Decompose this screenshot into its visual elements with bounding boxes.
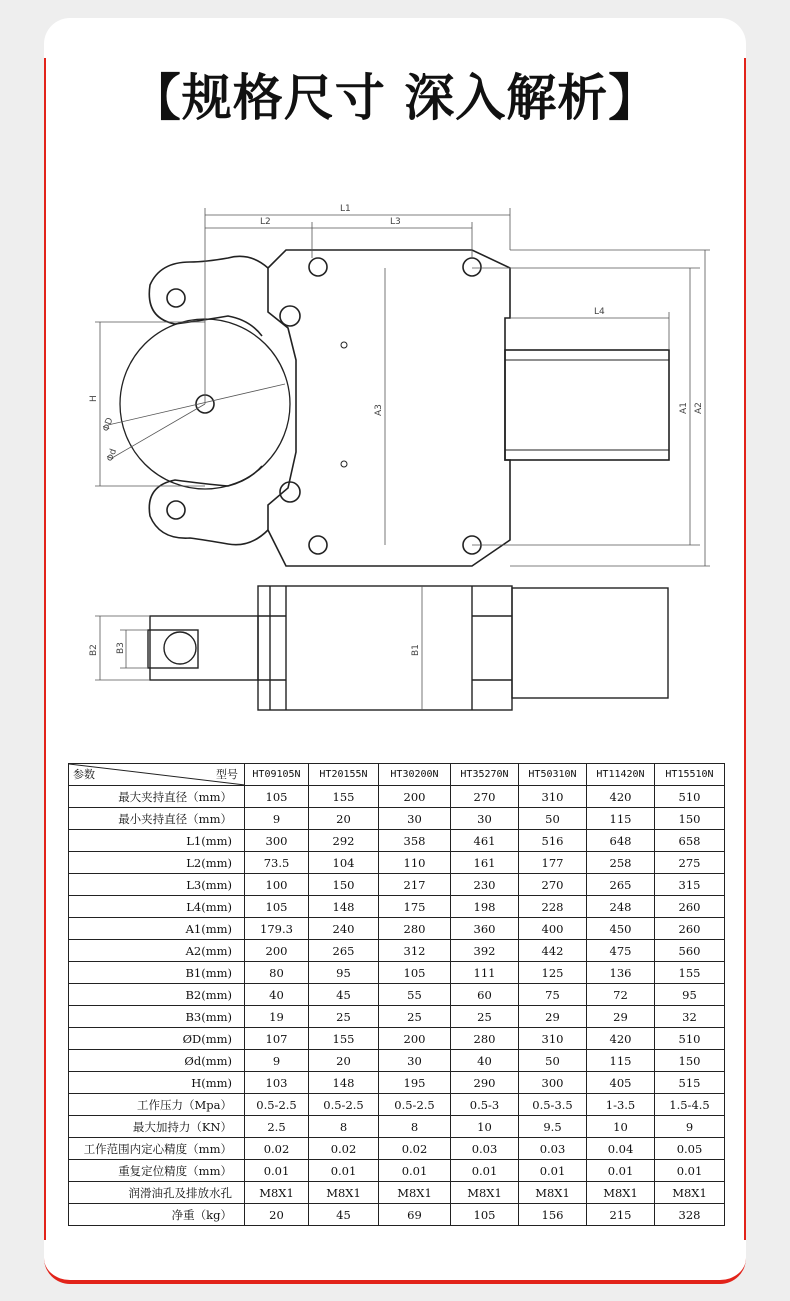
row-label: 润滑油孔及排放水孔 — [69, 1182, 245, 1204]
table-cell: 510 — [655, 786, 725, 808]
table-cell: 179.3 — [245, 918, 309, 940]
table-cell: M8X1 — [245, 1182, 309, 1204]
table-cell: 442 — [519, 940, 587, 962]
table-cell: 560 — [655, 940, 725, 962]
table-cell: 0.01 — [519, 1160, 587, 1182]
table-cell: 200 — [379, 1028, 451, 1050]
table-cell: 95 — [655, 984, 725, 1006]
dim-l2: L2 — [260, 217, 271, 227]
table-cell: 0.02 — [379, 1138, 451, 1160]
table-cell: 1.5-4.5 — [655, 1094, 725, 1116]
table-cell: 0.01 — [309, 1160, 379, 1182]
table-cell: 0.5-3.5 — [519, 1094, 587, 1116]
dim-b2: B2 — [89, 644, 99, 656]
table-cell: 475 — [587, 940, 655, 962]
table-header-row — [69, 764, 725, 786]
table-cell: 75 — [519, 984, 587, 1006]
cylinder-outline — [505, 350, 669, 460]
table-cell: 29 — [519, 1006, 587, 1028]
bolt-hole — [309, 536, 327, 554]
table-cell: 275 — [655, 852, 725, 874]
table-cell: 60 — [451, 984, 519, 1006]
table-cell: 450 — [587, 918, 655, 940]
table-corner-cell — [69, 764, 245, 786]
table-cell: 45 — [309, 984, 379, 1006]
table-cell: 125 — [519, 962, 587, 984]
model-header: HT09105N — [245, 764, 309, 786]
table-row — [69, 1182, 725, 1204]
table-cell: 32 — [655, 1006, 725, 1028]
table-cell: 292 — [309, 830, 379, 852]
table-cell: 110 — [379, 852, 451, 874]
table-cell: 240 — [309, 918, 379, 940]
side-body — [258, 586, 512, 710]
table-cell: 148 — [309, 1072, 379, 1094]
table-cell: 100 — [245, 874, 309, 896]
row-label: L2(mm) — [69, 852, 245, 874]
table-cell: 45 — [309, 1204, 379, 1226]
dim-h: H — [89, 395, 99, 402]
table-cell: 40 — [245, 984, 309, 1006]
table-cell: 20 — [245, 1204, 309, 1226]
table-row — [69, 1116, 725, 1138]
table-cell: 150 — [655, 1050, 725, 1072]
table-row — [69, 918, 725, 940]
table-row — [69, 852, 725, 874]
table-cell: 0.5-3 — [451, 1094, 519, 1116]
table-cell: 50 — [519, 808, 587, 830]
table-cell: 115 — [587, 1050, 655, 1072]
table-cell: M8X1 — [309, 1182, 379, 1204]
table-cell: 280 — [451, 1028, 519, 1050]
table-cell: 270 — [451, 786, 519, 808]
table-cell: 515 — [655, 1072, 725, 1094]
table-cell: 0.01 — [245, 1160, 309, 1182]
table-cell: 73.5 — [245, 852, 309, 874]
table-cell: M8X1 — [587, 1182, 655, 1204]
table-cell: M8X1 — [655, 1182, 725, 1204]
table-cell: 270 — [519, 874, 587, 896]
table-row — [69, 1006, 725, 1028]
table-row — [69, 940, 725, 962]
table-cell: 107 — [245, 1028, 309, 1050]
table-cell: 230 — [451, 874, 519, 896]
table-cell: 0.5-2.5 — [379, 1094, 451, 1116]
row-label: L1(mm) — [69, 830, 245, 852]
table-cell: 50 — [519, 1050, 587, 1072]
table-cell: 2.5 — [245, 1116, 309, 1138]
table-cell: M8X1 — [379, 1182, 451, 1204]
table-row — [69, 962, 725, 984]
table-cell: 265 — [309, 940, 379, 962]
table-cell: 103 — [245, 1072, 309, 1094]
dim-l3: L3 — [390, 217, 401, 227]
dim-od: ΦD — [101, 416, 116, 434]
row-label: B2(mm) — [69, 984, 245, 1006]
table-cell: 40 — [451, 1050, 519, 1072]
row-label: B1(mm) — [69, 962, 245, 984]
table-cell: 265 — [587, 874, 655, 896]
table-row — [69, 808, 725, 830]
row-label: 重复定位精度（mm） — [69, 1160, 245, 1182]
body-outline — [268, 250, 510, 566]
table-cell: 228 — [519, 896, 587, 918]
row-label: B3(mm) — [69, 1006, 245, 1028]
table-cell: 300 — [519, 1072, 587, 1094]
spec-table — [68, 763, 725, 1226]
table-cell: 155 — [309, 786, 379, 808]
table-cell: 1-3.5 — [587, 1094, 655, 1116]
table-cell: 400 — [519, 918, 587, 940]
dim-b3: B3 — [116, 642, 126, 654]
row-label: 最小夹持直径（mm） — [69, 808, 245, 830]
table-row — [69, 1138, 725, 1160]
table-cell: 0.03 — [519, 1138, 587, 1160]
table-cell: 315 — [655, 874, 725, 896]
row-label: 最大夹持直径（mm） — [69, 786, 245, 808]
table-cell: M8X1 — [519, 1182, 587, 1204]
table-cell: 8 — [379, 1116, 451, 1138]
dim-a1: A1 — [679, 402, 689, 414]
table-cell: 200 — [245, 940, 309, 962]
table-cell: 104 — [309, 852, 379, 874]
table-cell: 0.04 — [587, 1138, 655, 1160]
table-cell: 0.5-2.5 — [245, 1094, 309, 1116]
table-cell: 148 — [309, 896, 379, 918]
table-cell: 10 — [451, 1116, 519, 1138]
row-label: 工作压力（Mpa） — [69, 1094, 245, 1116]
model-header: HT30200N — [379, 764, 451, 786]
table-cell: 29 — [587, 1006, 655, 1028]
table-cell: 648 — [587, 830, 655, 852]
table-cell: 55 — [379, 984, 451, 1006]
table-cell: 198 — [451, 896, 519, 918]
table-row — [69, 1160, 725, 1182]
table-cell: 260 — [655, 896, 725, 918]
table-cell: 105 — [245, 896, 309, 918]
table-cell: 150 — [655, 808, 725, 830]
table-cell: 25 — [379, 1006, 451, 1028]
table-row — [69, 1028, 725, 1050]
table-cell: 360 — [451, 918, 519, 940]
table-cell: M8X1 — [451, 1182, 519, 1204]
table-cell: 69 — [379, 1204, 451, 1226]
table-cell: 200 — [379, 786, 451, 808]
model-header: HT50310N — [519, 764, 587, 786]
table-cell: 105 — [451, 1204, 519, 1226]
bolt-hole — [280, 306, 300, 326]
table-cell: 0.02 — [245, 1138, 309, 1160]
table-cell: 290 — [451, 1072, 519, 1094]
table-row — [69, 786, 725, 808]
dim-a3: A3 — [374, 404, 384, 416]
table-cell: 30 — [451, 808, 519, 830]
table-cell: 358 — [379, 830, 451, 852]
table-cell: 115 — [587, 808, 655, 830]
table-cell: 25 — [451, 1006, 519, 1028]
table-cell: 461 — [451, 830, 519, 852]
side-cylinder — [512, 588, 668, 698]
table-cell: 10 — [587, 1116, 655, 1138]
table-cell: 0.01 — [379, 1160, 451, 1182]
table-cell: 155 — [309, 1028, 379, 1050]
table-cell: 0.03 — [451, 1138, 519, 1160]
model-header: HT35270N — [451, 764, 519, 786]
table-cell: 72 — [587, 984, 655, 1006]
table-cell: 392 — [451, 940, 519, 962]
model-header: HT11420N — [587, 764, 655, 786]
model-header: HT15510N — [655, 764, 725, 786]
table-row — [69, 984, 725, 1006]
side-jaw — [150, 616, 258, 680]
table-cell: 217 — [379, 874, 451, 896]
table-cell: 20 — [309, 808, 379, 830]
table-cell: 420 — [587, 1028, 655, 1050]
table-cell: 111 — [451, 962, 519, 984]
table-cell: 9 — [655, 1116, 725, 1138]
table-cell: 9.5 — [519, 1116, 587, 1138]
table-cell: 215 — [587, 1204, 655, 1226]
table-cell: 136 — [587, 962, 655, 984]
row-label: ØD(mm) — [69, 1028, 245, 1050]
table-cell: 9 — [245, 1050, 309, 1072]
table-cell: 95 — [309, 962, 379, 984]
table-row — [69, 830, 725, 852]
row-label: L3(mm) — [69, 874, 245, 896]
table-cell: 0.01 — [655, 1160, 725, 1182]
dim-b1: B1 — [411, 644, 421, 656]
page-title: 【规格尺寸 深入解析】 — [130, 69, 660, 127]
table-cell: 30 — [379, 1050, 451, 1072]
table-cell: 30 — [379, 808, 451, 830]
row-label: 工作范围内定心精度（mm） — [69, 1138, 245, 1160]
table-cell: 310 — [519, 1028, 587, 1050]
table-cell: 420 — [587, 786, 655, 808]
table-row — [69, 1072, 725, 1094]
table-cell: 312 — [379, 940, 451, 962]
table-cell: 156 — [519, 1204, 587, 1226]
table-cell: 0.01 — [587, 1160, 655, 1182]
table-cell: 0.5-2.5 — [309, 1094, 379, 1116]
table-cell: 20 — [309, 1050, 379, 1072]
table-cell: 25 — [309, 1006, 379, 1028]
table-cell: 258 — [587, 852, 655, 874]
table-cell: 19 — [245, 1006, 309, 1028]
dim-l1: L1 — [340, 204, 351, 214]
lower-jaw-outline — [149, 466, 268, 545]
table-row — [69, 1094, 725, 1116]
table-row — [69, 1050, 725, 1072]
table-cell: 150 — [309, 874, 379, 896]
table-cell: 155 — [655, 962, 725, 984]
row-label: A1(mm) — [69, 918, 245, 940]
row-label: Ød(mm) — [69, 1050, 245, 1072]
row-label: L4(mm) — [69, 896, 245, 918]
table-cell: 105 — [245, 786, 309, 808]
corner-param-label: 参数 — [73, 768, 95, 781]
table-row — [69, 874, 725, 896]
table-cell: 0.05 — [655, 1138, 725, 1160]
table-cell: 516 — [519, 830, 587, 852]
dim-a2: A2 — [694, 402, 704, 414]
corner-model-label: 型号 — [216, 768, 238, 781]
row-label: A2(mm) — [69, 940, 245, 962]
table-row — [69, 1204, 725, 1226]
table-cell: 405 — [587, 1072, 655, 1094]
table-cell: 328 — [655, 1204, 725, 1226]
table-cell: 0.02 — [309, 1138, 379, 1160]
table-cell: 195 — [379, 1072, 451, 1094]
table-cell: 175 — [379, 896, 451, 918]
table-cell: 8 — [309, 1116, 379, 1138]
table-cell: 280 — [379, 918, 451, 940]
dim-odl: Φd — [105, 447, 120, 464]
dim-l4: L4 — [594, 307, 605, 317]
row-label: 净重（kg） — [69, 1204, 245, 1226]
model-header: HT20155N — [309, 764, 379, 786]
bolt-hole — [309, 258, 327, 276]
table-cell: 177 — [519, 852, 587, 874]
table-cell: 248 — [587, 896, 655, 918]
table-cell: 105 — [379, 962, 451, 984]
row-label: 最大加持力（KN） — [69, 1116, 245, 1138]
table-cell: 0.01 — [451, 1160, 519, 1182]
table-row — [69, 896, 725, 918]
table-cell: 161 — [451, 852, 519, 874]
table-cell: 310 — [519, 786, 587, 808]
row-label: H(mm) — [69, 1072, 245, 1094]
table-cell: 9 — [245, 808, 309, 830]
table-cell: 300 — [245, 830, 309, 852]
table-cell: 260 — [655, 918, 725, 940]
bolt-hole — [463, 258, 481, 276]
table-cell: 658 — [655, 830, 725, 852]
table-cell: 510 — [655, 1028, 725, 1050]
table-cell: 80 — [245, 962, 309, 984]
